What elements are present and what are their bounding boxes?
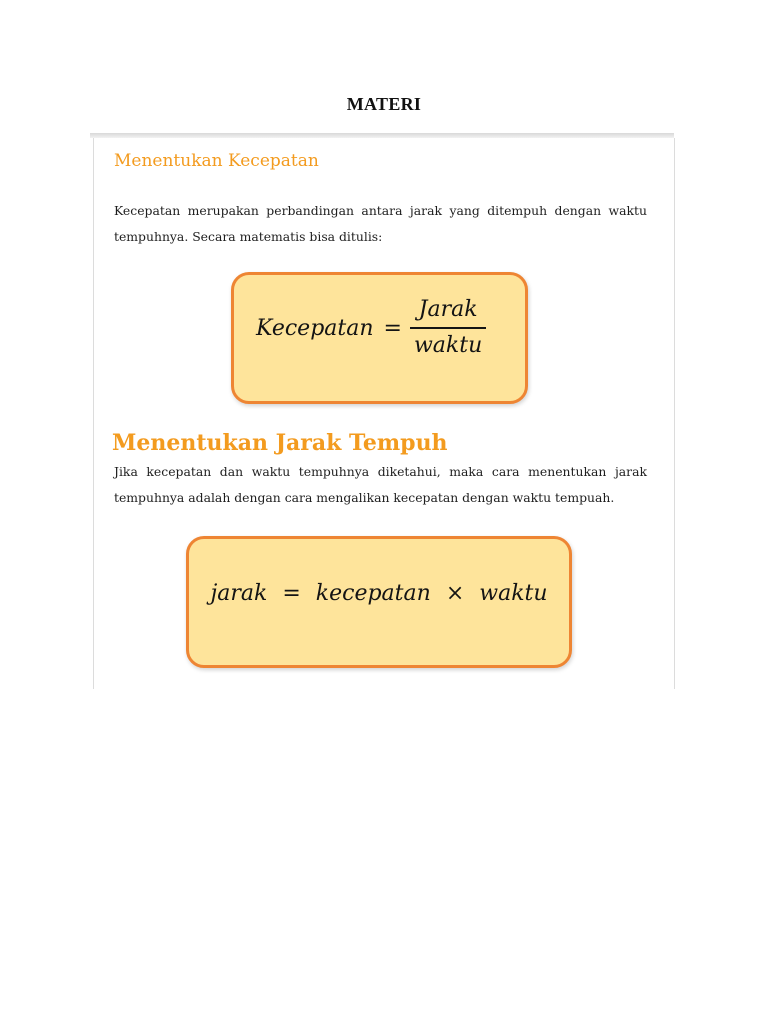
equals-sign: = bbox=[282, 581, 301, 606]
content-panel bbox=[93, 138, 675, 689]
equals-sign: = bbox=[383, 315, 402, 341]
formula-box-kecepatan bbox=[231, 272, 528, 404]
section-title-kecepatan: Menentukan Kecepatan bbox=[114, 151, 319, 171]
fraction-denominator: waktu bbox=[413, 333, 483, 358]
fraction-numerator: Jarak bbox=[418, 297, 478, 322]
fraction bbox=[410, 293, 486, 363]
times-sign: × bbox=[445, 581, 465, 606]
page-title: MATERI bbox=[346, 94, 422, 114]
formula-jarak bbox=[189, 581, 569, 606]
formula-term-waktu: waktu bbox=[479, 581, 548, 606]
paragraph-kecepatan: Kecepatan merupakan perbandingan antara jarak yang ditempuh dengan waktu tempuhnya. Secara matematis bisa ditulis: bbox=[114, 203, 647, 244]
formula-box-jarak bbox=[186, 536, 572, 668]
paragraph-jarak-tempuh: Jika kecepatan dan waktu tempuhnya diketahui, maka cara menentukan jarak tempuhnya adalah dengan cara mengalikan kecepatan dengan waktu tempuah. bbox=[114, 464, 647, 505]
formula-lhs: jarak bbox=[210, 581, 268, 606]
formula-term-kecepatan: kecepatan bbox=[315, 581, 431, 606]
formula-lhs: Kecepatan bbox=[256, 315, 374, 341]
section-title-jarak-tempuh: Menentukan Jarak Tempuh bbox=[112, 430, 448, 456]
formula-kecepatan bbox=[256, 293, 486, 363]
